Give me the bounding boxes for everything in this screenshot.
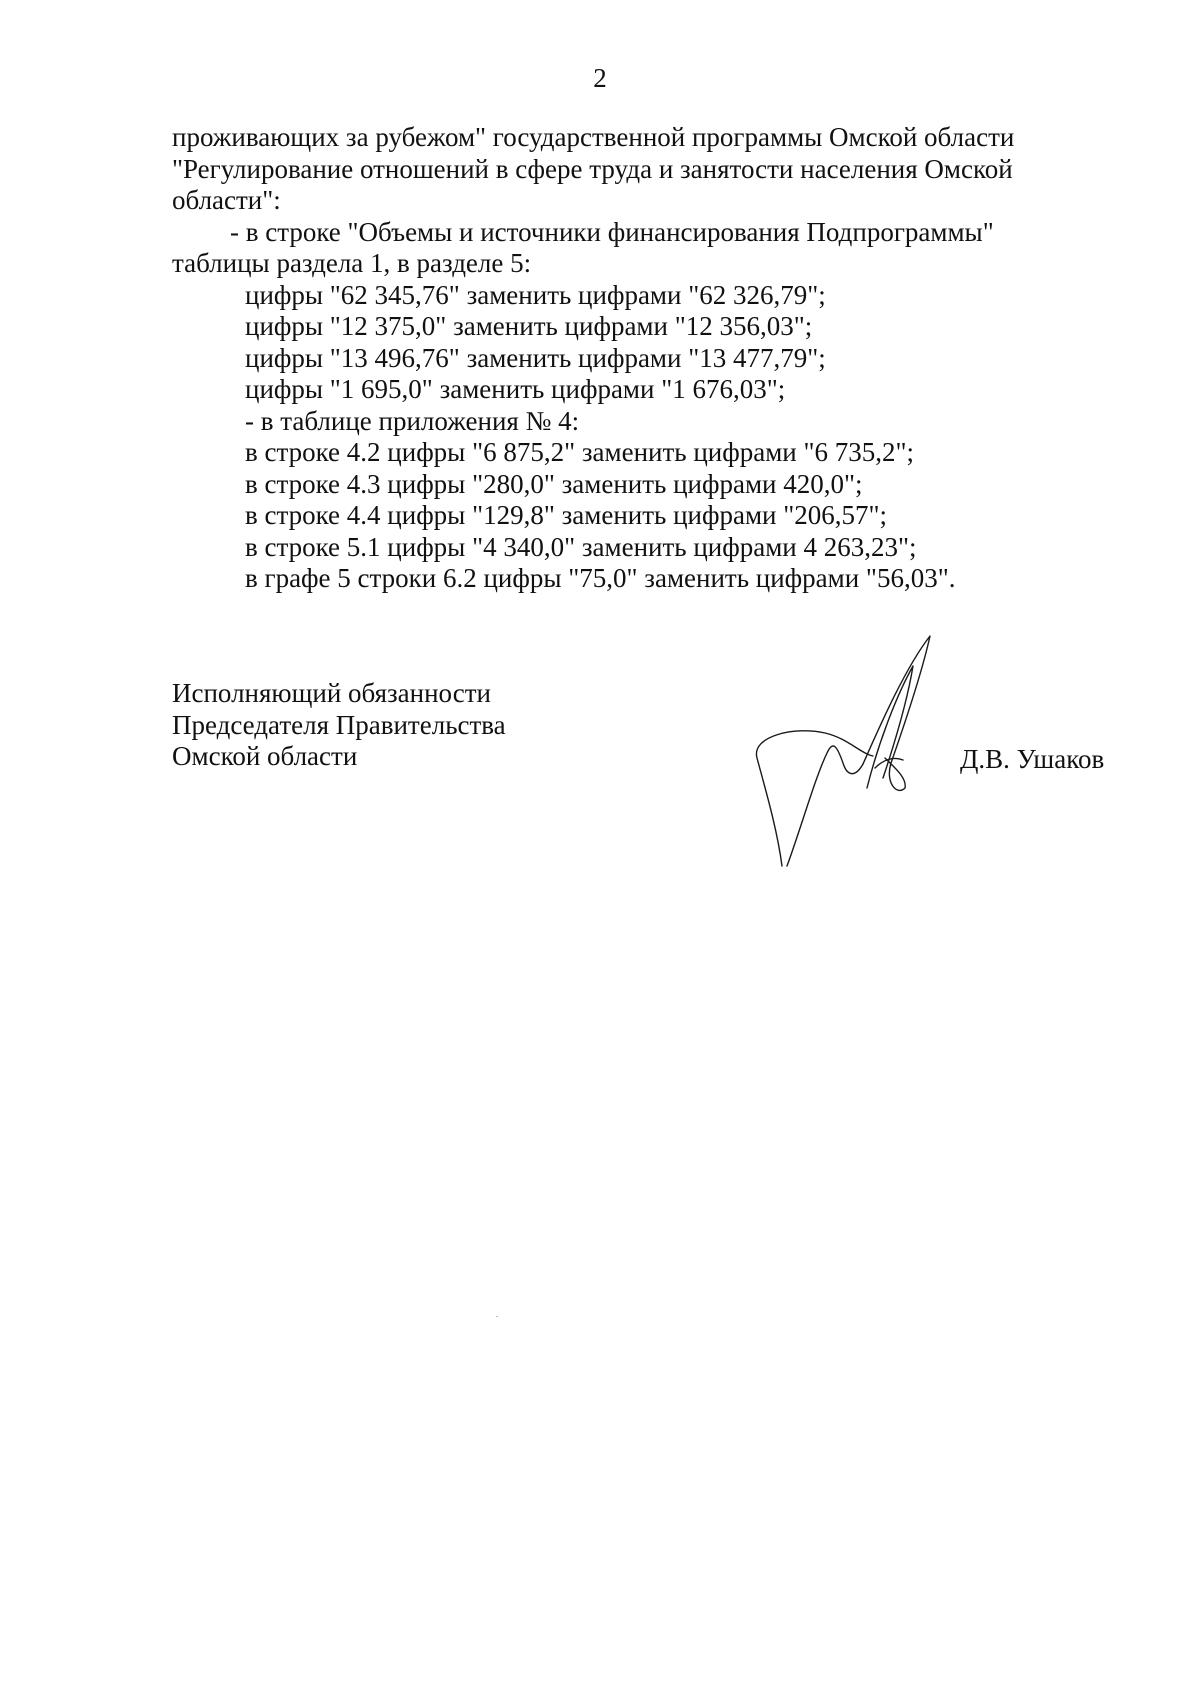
signatory-title-line-3: Омской области (172, 741, 358, 771)
edit-appendix-4-line: в строке 5.1 цифры "4 340,0" заменить цифрами 4 263,23"; (245, 531, 917, 562)
scan-artifact-dot (496, 1316, 498, 1317)
item-2-label: - в таблице приложения № 4: (245, 405, 580, 436)
signatory-title-line-1: Исполняющий обязанности (172, 678, 491, 708)
signer-name: Д.В. Ушаков (960, 744, 1105, 774)
edit-section-5-line: цифры "62 345,76" заменить цифрами "62 326,79"; (245, 279, 826, 310)
intro-line-3: области": (172, 185, 281, 215)
handwritten-signature (755, 628, 955, 878)
edit-section-5-line: цифры "12 375,0" заменить цифрами "12 356,03"; (245, 311, 813, 341)
edit-appendix-4-line: в графе 5 строки 6.2 цифры "75,0" заменить цифрами "56,03". (245, 563, 956, 593)
intro-line-2: "Регулирование отношений в сфере труда и занятости населения Омской (172, 153, 1013, 184)
edit-appendix-4-line: в строке 4.2 цифры "6 875,2" заменить цифрами "6 735,2"; (245, 437, 915, 467)
edit-section-5-line: цифры "1 695,0" заменить цифрами "1 676,03"; (245, 374, 786, 404)
intro-line-1: проживающих за рубежом" государственной программы Омской области (172, 122, 1015, 152)
edit-section-5-line: цифры "13 496,76" заменить цифрами "13 477,79"; (245, 342, 826, 373)
page-number: 2 (593, 63, 607, 93)
document-body (172, 122, 1120, 595)
signatory-title (172, 678, 506, 773)
signatory-title-line-2: Председателя Правительства (172, 709, 506, 740)
edit-appendix-4-line: в строке 4.4 цифры "129,8" заменить цифрами "206,57"; (245, 500, 888, 530)
edit-appendix-4-line: в строке 4.3 цифры "280,0" заменить цифрами 420,0"; (245, 468, 863, 499)
item-1-line-2: таблицы раздела 1, в разделе 5: (172, 248, 532, 278)
item-1-line-1: - в строке "Объемы и источники финансирования Подпрограммы" (230, 216, 994, 247)
